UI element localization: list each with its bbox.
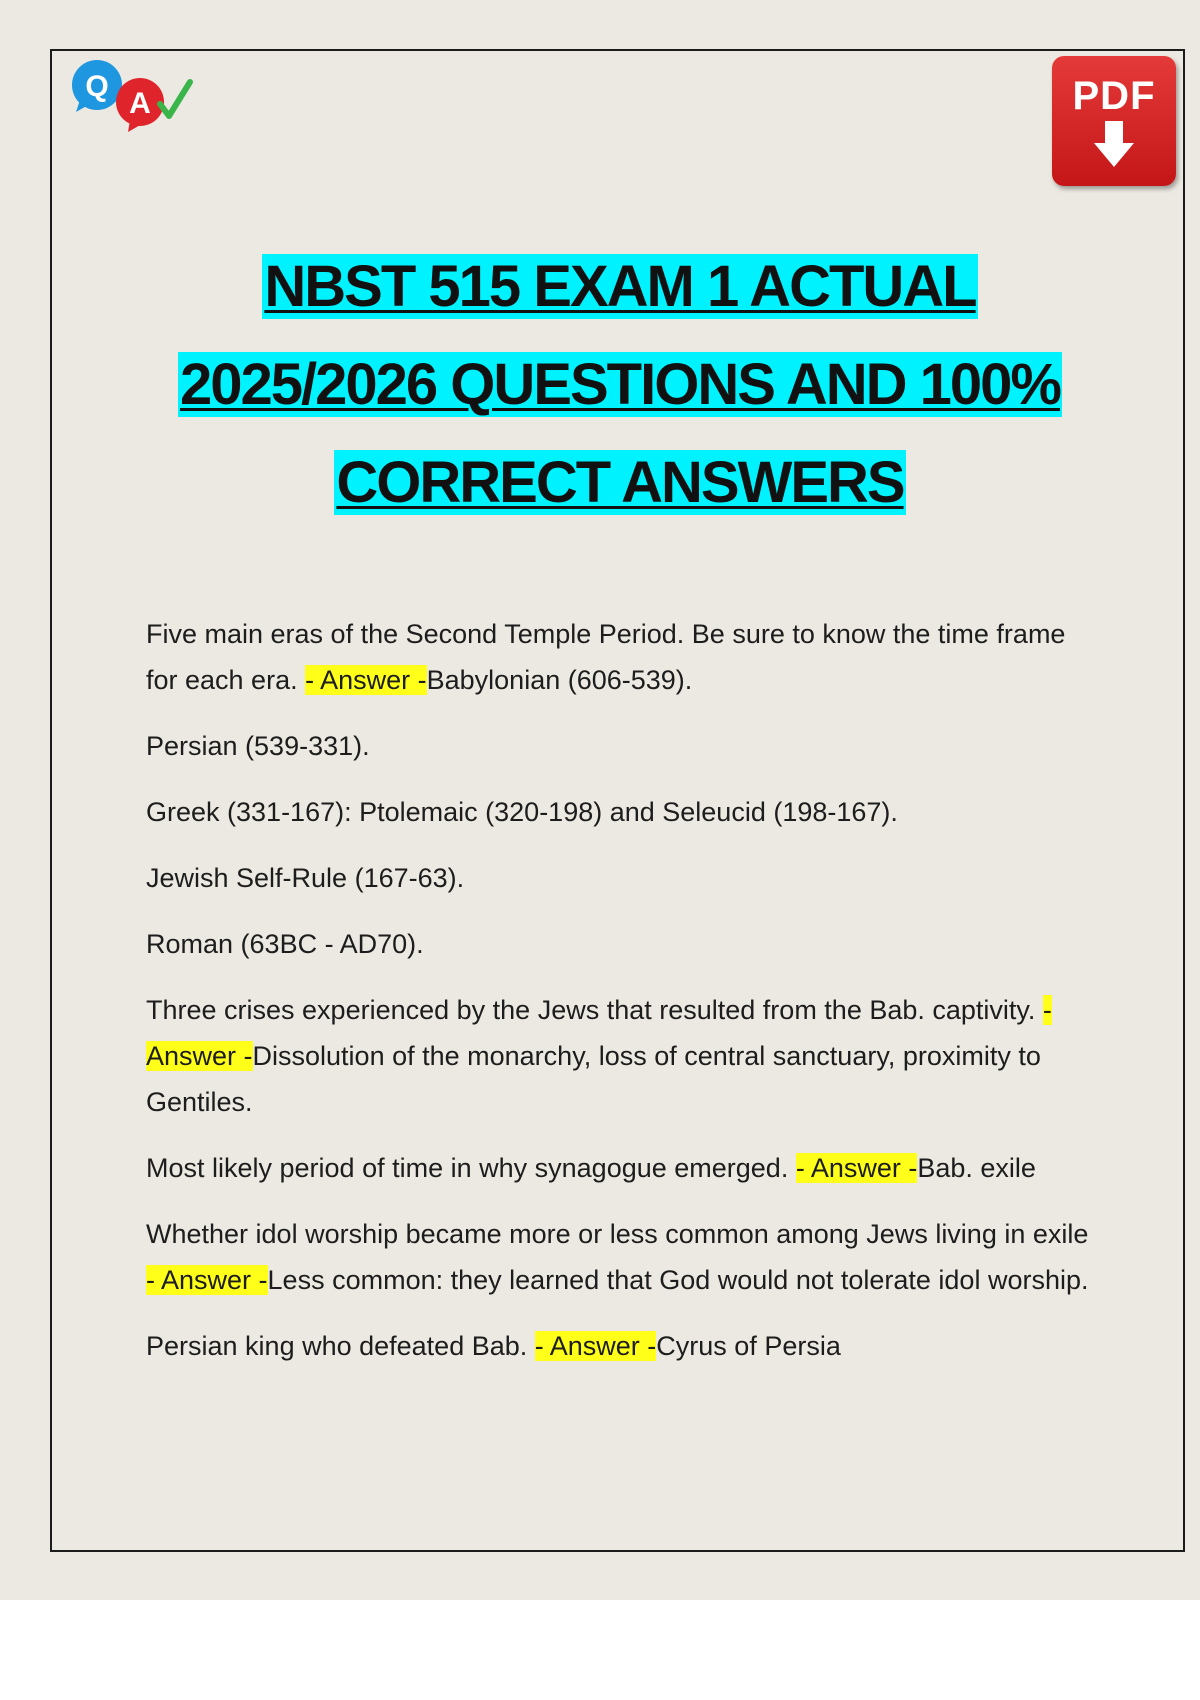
qa-continuation-line: Greek (331-167): Ptolemaic (320-198) and Seleucid (198-167).	[146, 797, 898, 827]
logo-q-letter: Q	[85, 70, 109, 103]
title-line-2: 2025/2026 QUESTIONS AND 100%	[180, 352, 1060, 417]
question-text: Five main eras of the Second Temple Period. Be sure to know the time frame for each era.	[146, 619, 1066, 695]
qa-item	[146, 1211, 1096, 1303]
pdf-download-badge	[1052, 56, 1176, 186]
qa-item	[146, 611, 1096, 703]
pdf-label: PDF	[1072, 74, 1156, 118]
question-text: Most likely period of time in why synagogue emerged.	[146, 1153, 796, 1183]
logo-a-letter: A	[129, 87, 151, 120]
qa-continuation-line: Persian (539-331).	[146, 731, 370, 761]
qa-item	[146, 987, 1096, 1125]
question-text: Three crises experienced by the Jews that resulted from the Bab. captivity.	[146, 995, 1043, 1025]
answer-text: Bab. exile	[917, 1153, 1036, 1183]
answer-tag: - Answer -	[305, 665, 427, 695]
question-text: Whether idol worship became more or less common among Jews living in exile	[146, 1219, 1089, 1249]
answer-tag: - Answer -	[795, 1153, 918, 1183]
qa-continuation-line: Roman (63BC - AD70).	[146, 929, 424, 959]
question-text: Persian king who defeated Bab.	[146, 1331, 535, 1361]
qa-check-logo-icon	[70, 56, 198, 136]
answer-text: Cyrus of Persia	[656, 1331, 841, 1361]
title-line-1: NBST 515 EXAM 1 ACTUAL	[264, 254, 976, 319]
pdf-download-icon	[1092, 121, 1136, 169]
answer-text: Babylonian (606-539).	[426, 665, 693, 695]
answer-text: Dissolution of the monarchy, loss of central sanctuary, proximity to Gentiles.	[146, 1041, 1041, 1117]
qa-continuation-line: Jewish Self-Rule (167-63).	[146, 863, 465, 893]
qa-list	[146, 611, 1096, 1389]
qa-item	[146, 1323, 1096, 1369]
title-line-3: CORRECT ANSWERS	[336, 450, 904, 515]
answer-tag: - Answer -	[146, 1265, 268, 1295]
answer-text: Less common: they learned that God would not tolerate idol worship.	[267, 1265, 1089, 1295]
answer-tag: - Answer -	[146, 995, 1052, 1071]
document-title	[100, 238, 1140, 532]
qa-item	[146, 1145, 1096, 1191]
answer-tag: - Answer -	[534, 1331, 657, 1361]
